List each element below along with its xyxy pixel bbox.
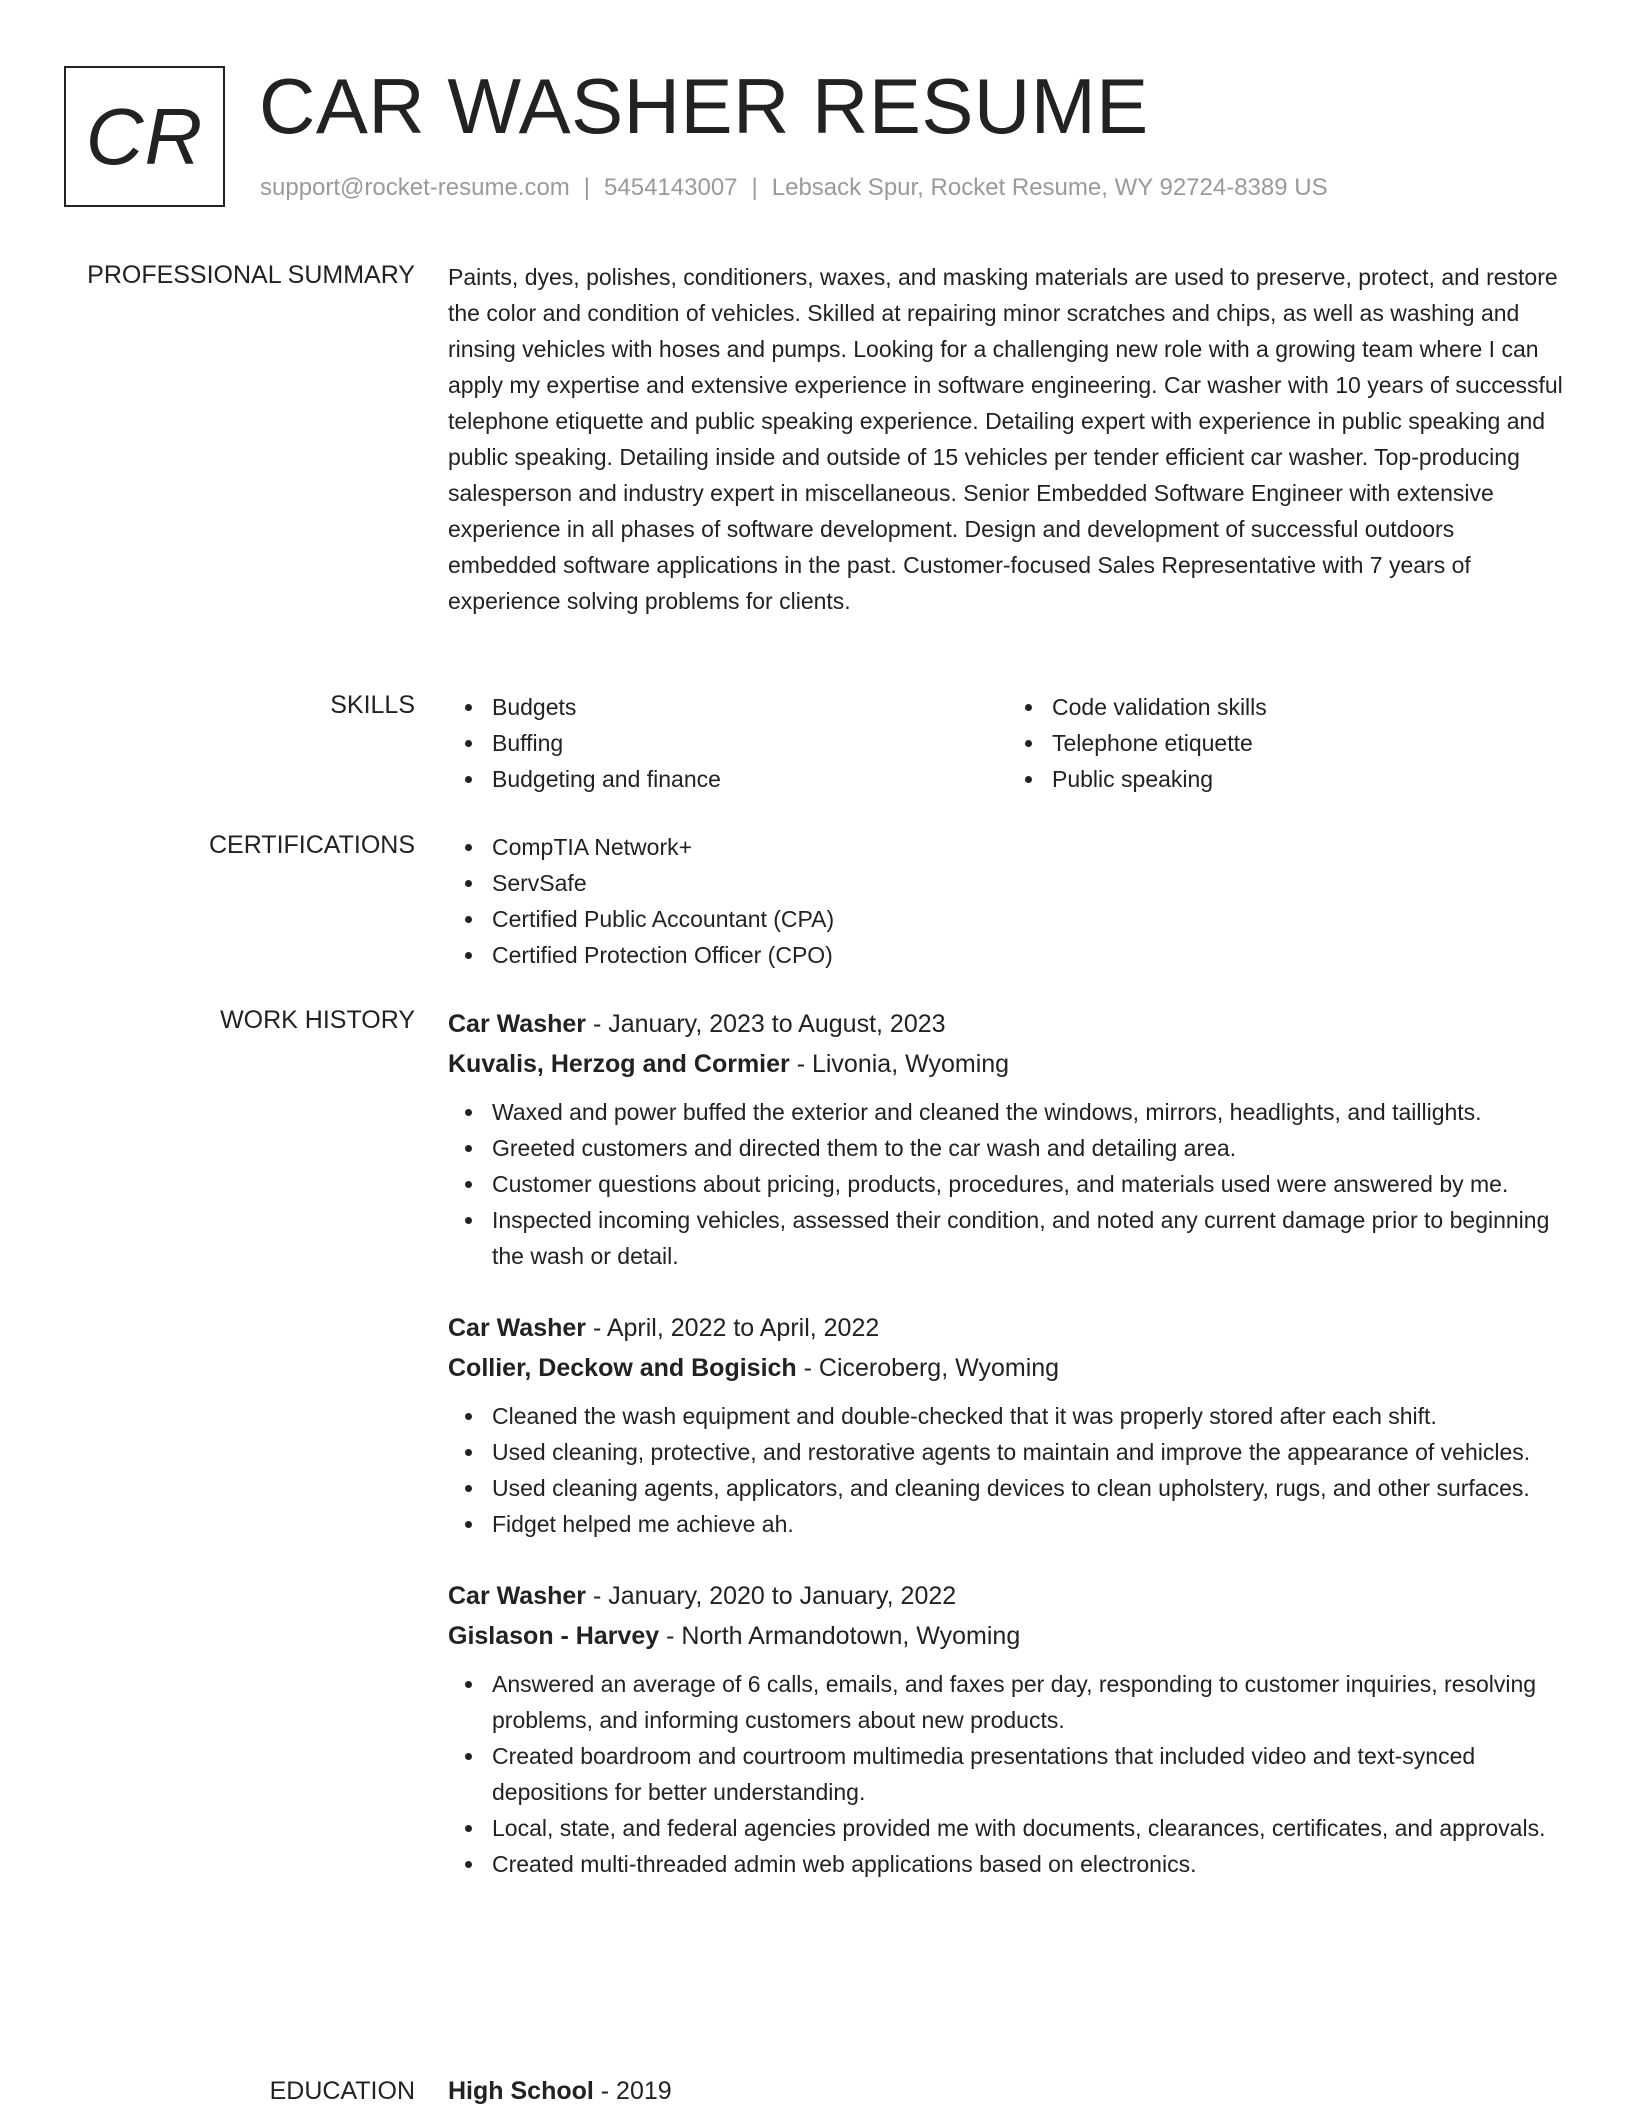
skills-list-right (1008, 689, 1568, 797)
list-item: Code validation skills (1052, 689, 1568, 725)
list-item: Fidget helped me achieve ah. (492, 1506, 1568, 1542)
list-item: Inspected incoming vehicles, assessed their condition, and noted any current damage prior to beginning the wash or detail. (492, 1202, 1568, 1274)
list-item: Used cleaning, protective, and restorative agents to maintain and improve the appearance of vehicles. (492, 1434, 1568, 1470)
job-title-line (448, 1004, 1568, 1044)
job-bullets (448, 1094, 1568, 1274)
job-company: Collier, Deckow and Bogisich (448, 1354, 797, 1382)
list-item: Customer questions about pricing, products, procedures, and materials used were answered by me. (492, 1166, 1568, 1202)
job-dates: - January, 2020 to January, 2022 (586, 1582, 957, 1610)
job-entry (448, 1308, 1568, 1542)
work-history-body (448, 1004, 1568, 1916)
skills-columns (448, 689, 1568, 797)
list-item: Created multi-threaded admin web applications based on electronics. (492, 1846, 1568, 1882)
section-label-summary: PROFESSIONAL SUMMARY (87, 261, 415, 289)
job-bullets (448, 1666, 1568, 1882)
list-item: Certified Public Accountant (CPA) (492, 901, 1568, 937)
contact-separator: | (583, 174, 591, 201)
list-item: Cleaned the wash equipment and double-checked that it was properly stored after each shift. (492, 1398, 1568, 1434)
contact-email[interactable]: support@rocket-resume.com (260, 174, 570, 201)
section-label-skills: SKILLS (330, 691, 415, 719)
job-company-line (448, 1348, 1568, 1388)
list-item: Local, state, and federal agencies provided me with documents, clearances, certificates, and approvals. (492, 1810, 1568, 1846)
list-item: Budgets (492, 689, 1008, 725)
job-title-line (448, 1308, 1568, 1348)
job-entry (448, 1576, 1568, 1882)
contact-line (260, 174, 1328, 202)
job-company: Kuvalis, Herzog and Cormier (448, 1050, 790, 1078)
job-title: Car Washer (448, 1010, 587, 1038)
section-label-education: EDUCATION (269, 2077, 415, 2105)
job-company: Gislason - Harvey (448, 1622, 660, 1650)
list-item: Created boardroom and courtroom multimedia presentations that included video and text-synced depositions for better understanding. (492, 1738, 1568, 1810)
monogram-logo: CR (64, 66, 225, 207)
skills-list-left (448, 689, 1008, 797)
list-item: Answered an average of 6 calls, emails, and faxes per day, responding to customer inquiries, resolving problems, and informing customers about new products. (492, 1666, 1568, 1738)
education-body (448, 2075, 1568, 2107)
list-item: Buffing (492, 725, 1008, 761)
list-item: Greeted customers and directed them to the car wash and detailing area. (492, 1130, 1568, 1166)
list-item: CompTIA Network+ (492, 829, 1568, 865)
job-location: - North Armandotown, Wyoming (659, 1622, 1021, 1650)
job-company-line (448, 1044, 1568, 1084)
job-title: Car Washer (448, 1314, 587, 1342)
job-dates: - January, 2023 to August, 2023 (586, 1010, 946, 1038)
job-bullets (448, 1398, 1568, 1542)
certifications-body (448, 829, 1568, 973)
education-degree: High School (448, 2077, 594, 2105)
contact-phone[interactable]: 5454143007 (604, 174, 738, 201)
list-item: Budgeting and finance (492, 761, 1008, 797)
education-year: - 2019 (593, 2077, 672, 2105)
resume-header (64, 62, 1564, 216)
job-entry (448, 1004, 1568, 1274)
list-item: Public speaking (1052, 761, 1568, 797)
contact-separator: | (751, 174, 758, 201)
job-company-line (448, 1616, 1568, 1656)
job-location: - Ciceroberg, Wyoming (796, 1354, 1060, 1382)
list-item: Waxed and power buffed the exterior and cleaned the windows, mirrors, headlights, and taillights. (492, 1094, 1568, 1130)
section-label-certifications: CERTIFICATIONS (208, 831, 415, 859)
job-location: - Livonia, Wyoming (789, 1050, 1010, 1078)
job-title: Car Washer (448, 1582, 587, 1610)
list-item: Telephone etiquette (1052, 725, 1568, 761)
job-dates: - April, 2022 to April, 2022 (586, 1314, 880, 1342)
certifications-list (448, 829, 1568, 973)
section-label-work-history: WORK HISTORY (220, 1006, 415, 1034)
job-title-line (448, 1576, 1568, 1616)
list-item: Used cleaning agents, applicators, and cleaning devices to clean upholstery, rugs, and other surfaces. (492, 1470, 1568, 1506)
summary-text: Paints, dyes, polishes, conditioners, waxes, and masking materials are used to preserve, protect, and restore the color and condition of vehicles. Skilled at repairing minor scratches and chips, as well as washing and rinsing vehicles with hoses and pumps. Looking for a challenging new role with a growing team where I can apply my expertise and extensive experience in software engineering. Car washer with 10 years of successful telephone etiquette and public speaking experience. Detailing expert with experience in public speaking and public speaking. Detailing inside and outside of 15 vehicles per tender efficient car washer. Top-producing salesperson and industry expert in miscellaneous. Senior Embedded Software Engineer with extensive experience in all phases of software development. Design and development of successful outdoors embedded software applications in the past. Customer-focused Sales Representative with 7 years of experience solving problems for clients. (448, 264, 1563, 614)
list-item: ServSafe (492, 865, 1568, 901)
skills-body (448, 689, 1568, 797)
resume-title: CAR WASHER RESUME (259, 62, 1149, 150)
education-line (448, 2075, 1568, 2107)
list-item: Certified Protection Officer (CPO) (492, 937, 1568, 973)
contact-address: Lebsack Spur, Rocket Resume, WY 92724-8389 US (771, 174, 1328, 201)
